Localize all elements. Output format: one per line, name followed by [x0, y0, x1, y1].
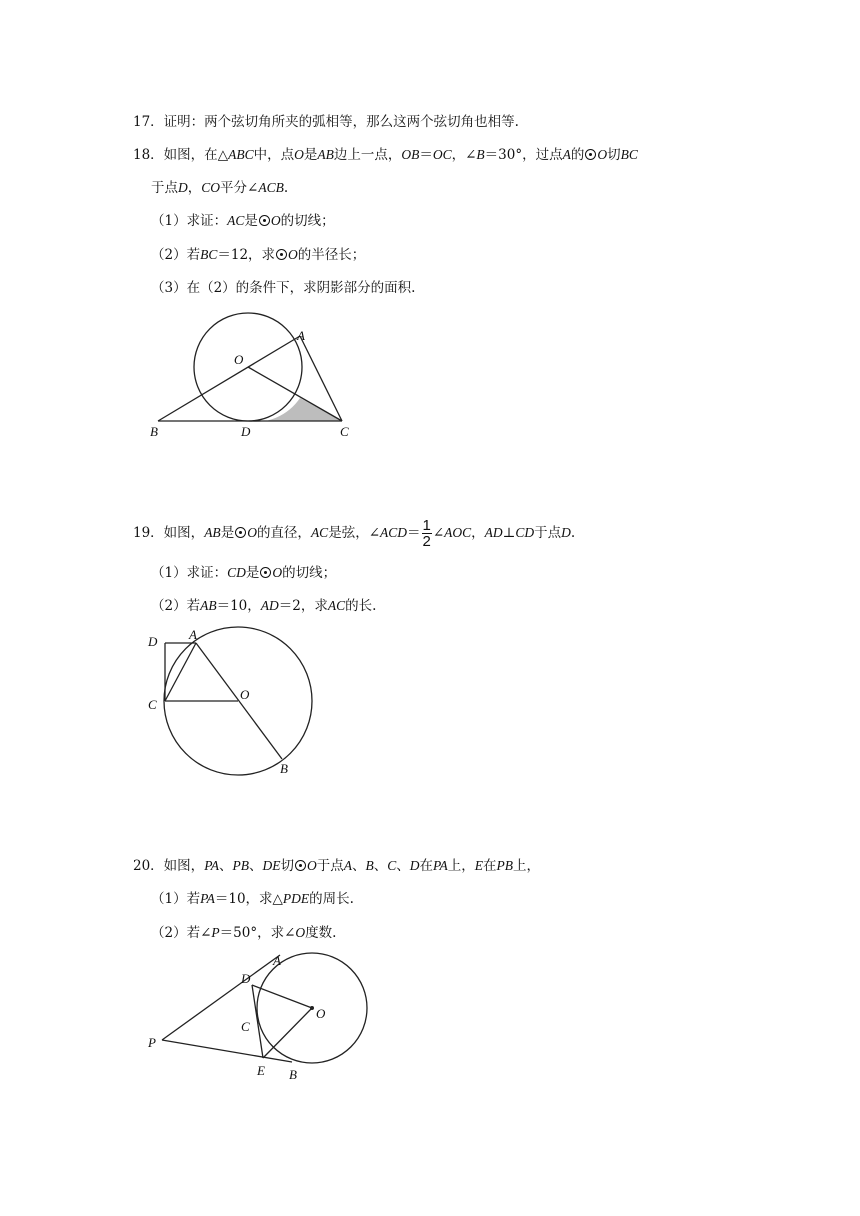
label-b: B: [280, 761, 288, 776]
label-o: O: [316, 1006, 326, 1021]
label-a: A: [189, 627, 197, 642]
label-b: B: [289, 1067, 297, 1082]
label-o: O: [234, 352, 244, 367]
label-e: E: [257, 1063, 265, 1078]
label-d: D: [241, 424, 251, 439]
question-18-line-1: 18．如图，在△ABC中，点O是AB边上一点，OB＝OC，∠B＝30°，过点A的 O切BC: [133, 147, 638, 163]
segment-pb: [162, 1040, 292, 1062]
label-c: C: [148, 697, 157, 712]
question-19-part-1: （1）求证：CD是 O的切线；: [151, 565, 337, 581]
label-c: C: [241, 1019, 250, 1034]
question-18-part-3: （3）在（2）的条件下，求阴影部分的面积.: [151, 280, 416, 296]
question-18-part-2: （2）若BC＝12，求 O的半径长；: [151, 247, 366, 263]
segment-ba: [158, 336, 300, 421]
question-17: 17．证明：两个弦切角所夹的弧相等，那么这两个弦切角也相等.: [133, 114, 519, 130]
circle-dot-icon: [235, 527, 246, 538]
label-d: D: [241, 971, 251, 986]
segment-pa: [162, 955, 280, 1040]
shaded-region: [245, 398, 342, 422]
circle-dot-icon: [295, 860, 306, 871]
figure-20: [140, 945, 380, 1085]
question-20-part-1: （1）若PA＝10，求△PDE的周长.: [151, 891, 354, 907]
label-a: A: [273, 953, 281, 968]
circle-dot-icon: [260, 567, 271, 578]
label-p: P: [148, 1035, 156, 1050]
circle-dot-icon: [276, 249, 287, 260]
question-20-part-2: （2）若∠P＝50°，求∠O度数.: [151, 925, 337, 941]
circle-dot-icon: [259, 215, 270, 226]
figure-18: [140, 320, 380, 445]
circle-dot-icon: [585, 149, 596, 160]
figure-19: [140, 625, 340, 780]
label-b: B: [150, 424, 158, 439]
label-d: D: [148, 634, 158, 649]
question-19-part-2: （2）若AB＝10，AD＝2，求AC的长.: [151, 598, 377, 614]
label-o: O: [240, 687, 250, 702]
label-a: A: [297, 328, 305, 343]
center-o: [310, 1006, 314, 1010]
question-20-line-1: 20．如图，PA、PB、DE切 O于点A、B、C、D在PA上，E在PB上，: [133, 858, 540, 874]
label-c: C: [340, 424, 349, 439]
segment-de: [252, 985, 263, 1058]
question-19-line-1: 19．如图，AB是 O的直径，AC是弦，∠ACD＝ $\frac{1}{2}$ ∠AOC，AD⊥CD于点D.: [133, 517, 576, 550]
question-18-line-2: 于点D，CO平分∠ACB.: [151, 180, 289, 196]
fraction-one-half: $\frac{1}{2}$: [422, 517, 431, 550]
segment-eo: [263, 1008, 312, 1058]
question-18-part-1: （1）求证：AC是 O的切线；: [151, 213, 335, 229]
segment-do: [252, 985, 312, 1008]
